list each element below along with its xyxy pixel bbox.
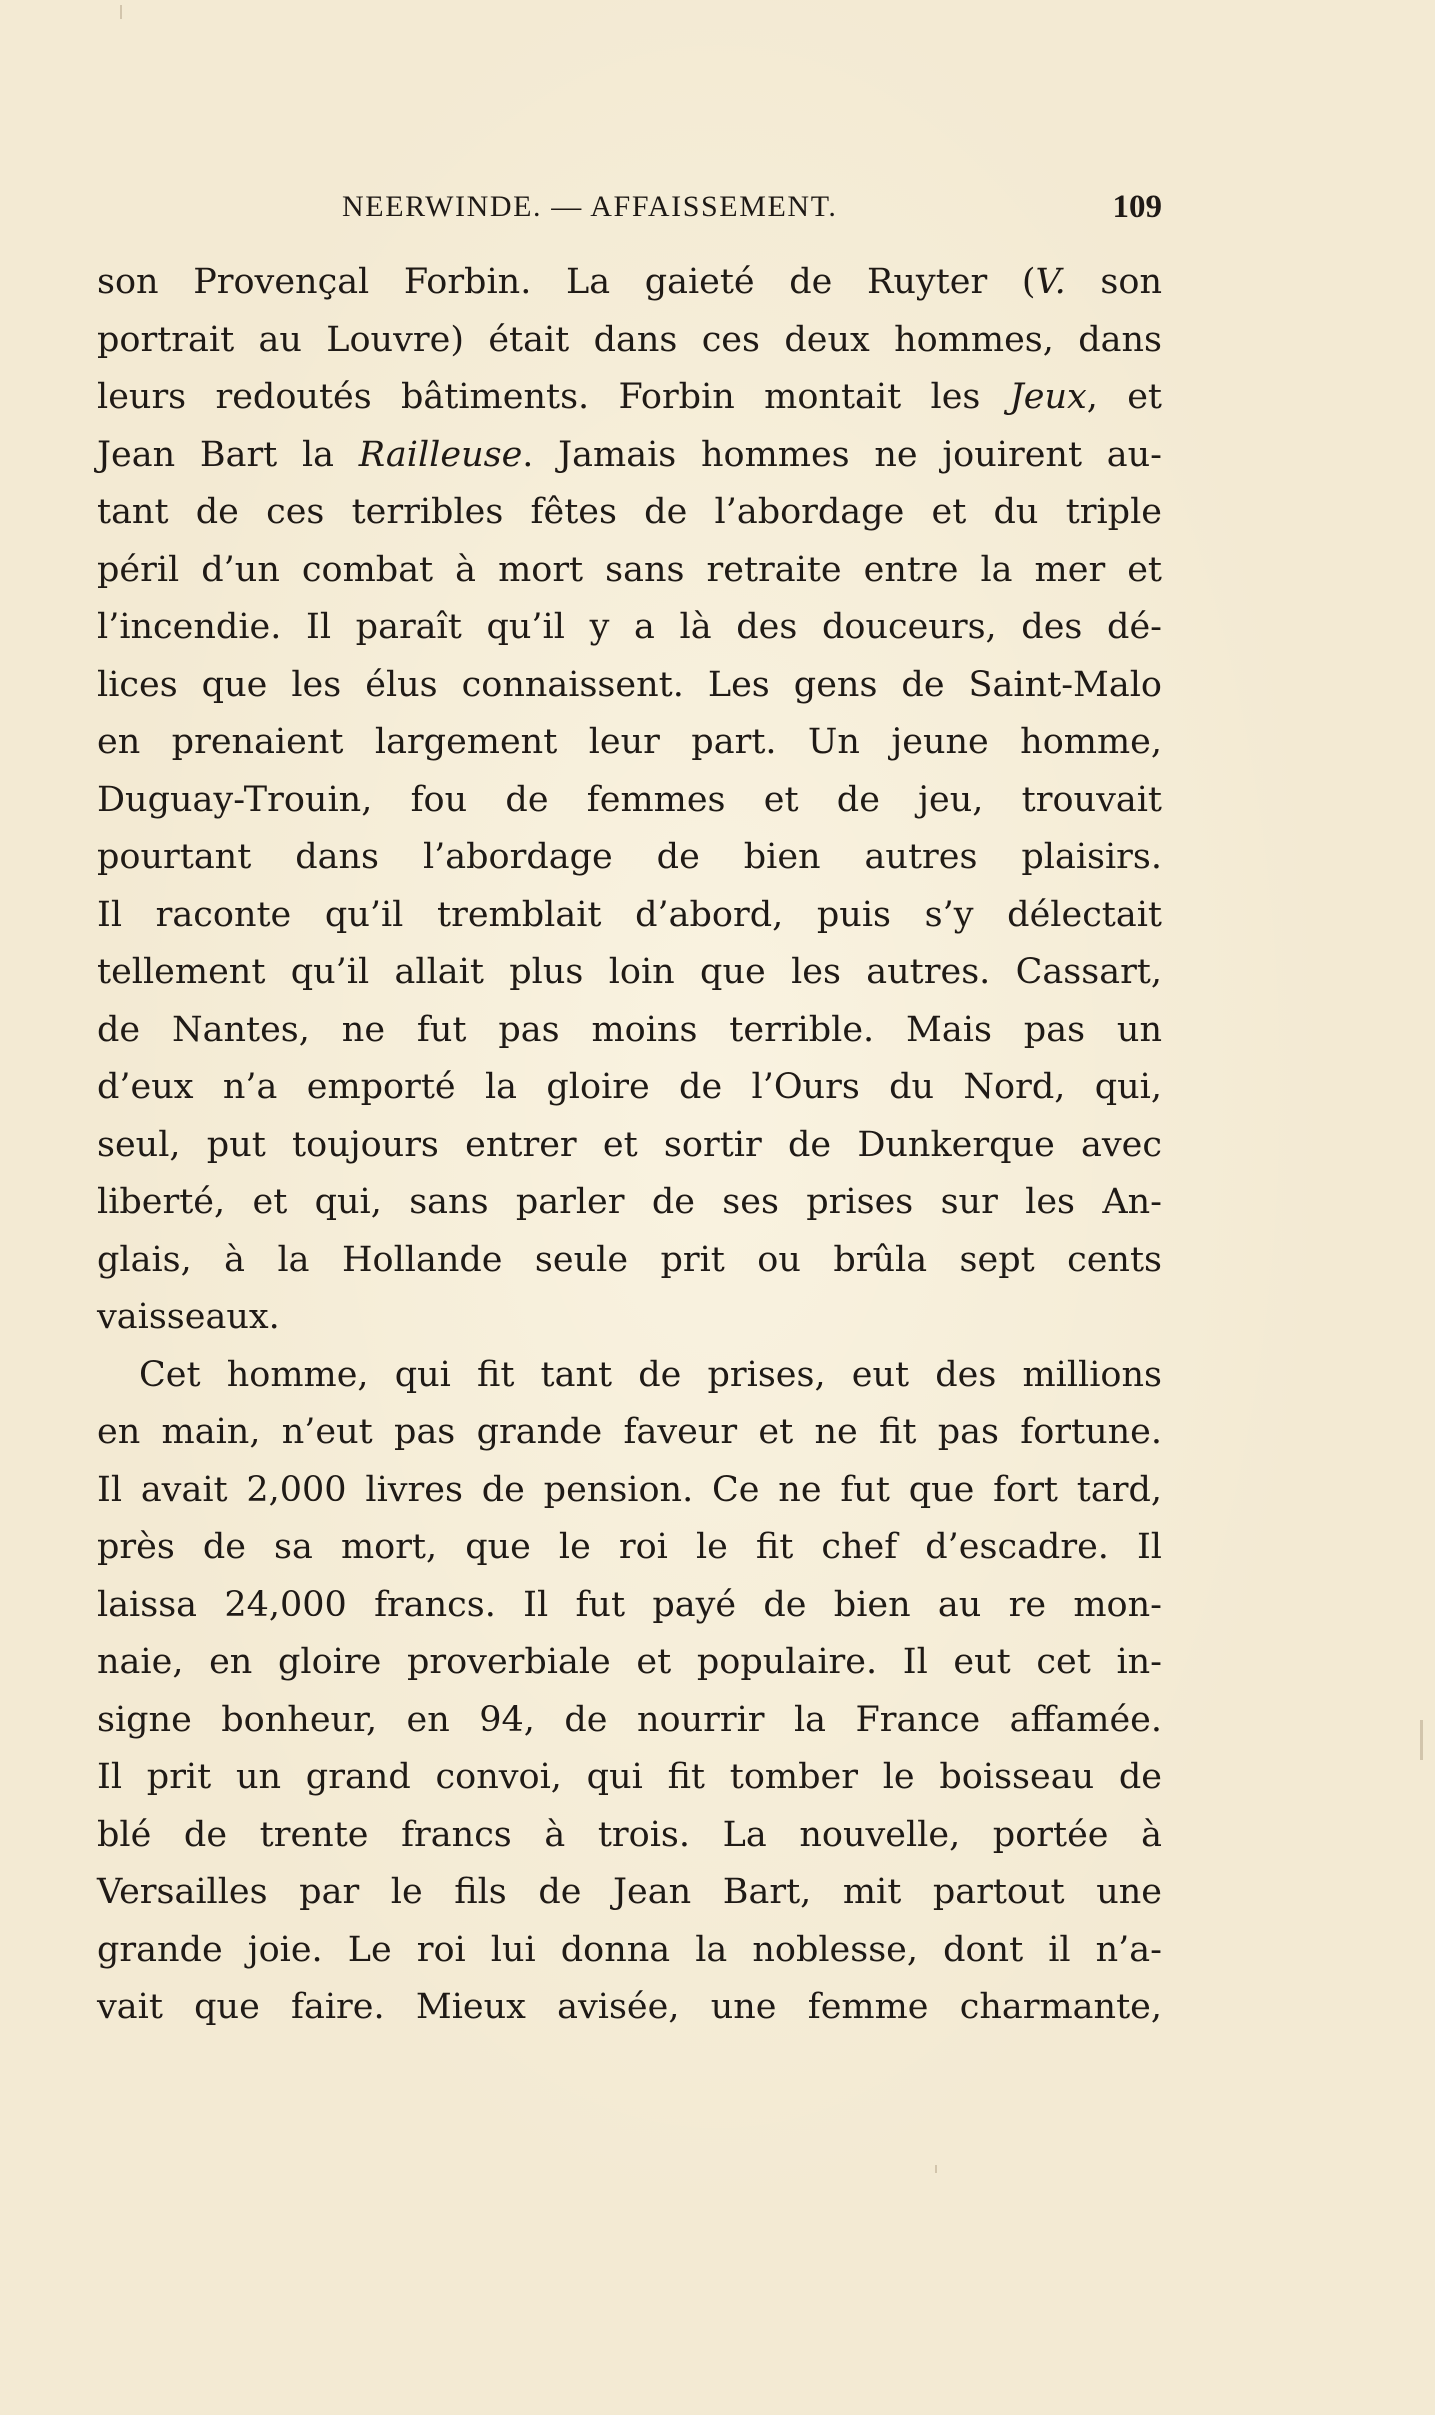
text-line: naie, en gloire proverbiale et populaire. Il eut cet in- [97, 1642, 1162, 1682]
text-line: tellement qu’il allait plus loin que les autres. Cassart, [97, 952, 1162, 992]
text-line: glais, à la Hollande seule prit ou brûla sept cents [97, 1239, 1162, 1280]
text-line: blé de trente francs à trois. La nouvelle, portée à [97, 1814, 1162, 1855]
text-line: Versailles par le fils de Jean Bart, mit partout une [97, 1872, 1162, 1912]
page-number: 109 [1112, 189, 1162, 225]
text-line: signe bonheur, en 94, de nourrir la France affamée. [97, 1699, 1162, 1740]
text-line: en main, n’eut pas grande faveur et ne fit pas fortune. [97, 1412, 1162, 1452]
text-line: Il raconte qu’il tremblait d’abord, puis s’y délectait [97, 894, 1162, 935]
text-line: péril d’un combat à mort sans retraite entre la mer et [97, 549, 1162, 590]
text-line: leurs redoutés bâtiments. Forbin montait les Jeux, et [97, 377, 1162, 417]
text-line: pourtant dans l’abordage de bien autres plaisirs. [97, 837, 1162, 877]
text-line: tant de ces terribles fêtes de l’abordage et du triple [97, 492, 1162, 532]
text-line: Il avait 2,000 livres de pension. Ce ne fut que fort tard, [97, 1469, 1162, 1510]
running-head [97, 182, 1162, 232]
text-line: de Nantes, ne fut pas moins terrible. Mais pas un [97, 1009, 1162, 1050]
text-line: vait que faire. Mieux avisée, une femme charmante, [97, 1987, 1162, 2027]
text-line: grande joie. Le roi lui donna la noblesse, dont il n’a- [97, 1929, 1162, 1970]
text-line: Il prit un grand convoi, qui fit tomber le boisseau de [97, 1757, 1162, 1797]
text-line: laissa 24,000 francs. Il fut payé de bien au re mon- [97, 1584, 1162, 1625]
text-line: Jean Bart la Railleuse. Jamais hommes ne jouirent au- [97, 434, 1162, 475]
text-line: l’incendie. Il paraît qu’il y a là des douceurs, des dé- [97, 607, 1162, 647]
text-line-paragraph-start: Cet homme, qui fit tant de prises, eut des millions [139, 1354, 1162, 1395]
paper-speck [1420, 1720, 1423, 1760]
text-line: d’eux n’a emporté la gloire de l’Ours du Nord, qui, [97, 1067, 1162, 1107]
running-title: NEERWINDE. — AFFAISSEMENT. [342, 190, 838, 223]
text-line: lices que les élus connaissent. Les gens de Saint-Malo [97, 664, 1162, 705]
text-line: Duguay-Trouin, fou de femmes et de jeu, trouvait [97, 779, 1162, 820]
text-line: portrait au Louvre) était dans ces deux hommes, dans [97, 319, 1162, 360]
text-line: liberté, et qui, sans parler de ses prises sur les An- [97, 1182, 1162, 1222]
text-line: seul, put toujours entrer et sortir de Dunkerque avec [97, 1124, 1162, 1165]
body-text [97, 254, 1162, 2037]
text-line: en prenaient largement leur part. Un jeune homme, [97, 722, 1162, 762]
paper-speck [120, 5, 122, 19]
paper-speck [935, 2165, 937, 2173]
text-line: son Provençal Forbin. La gaieté de Ruyter (V. son [97, 262, 1163, 302]
text-line: près de sa mort, que le roi le fit chef d’escadre. Il [97, 1527, 1162, 1567]
text-line: vaisseaux. [97, 1297, 280, 1337]
